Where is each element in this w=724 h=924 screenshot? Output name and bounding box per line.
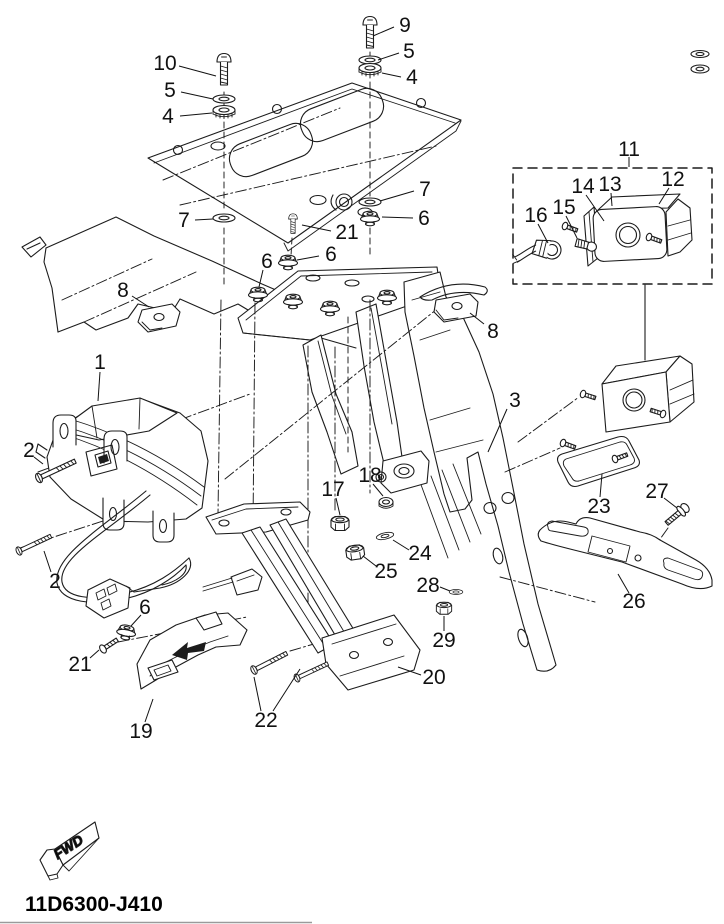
- callout-part-29: 29: [432, 629, 456, 652]
- callout-part-11: 11: [618, 138, 640, 161]
- callout-part-6: 6: [261, 250, 273, 273]
- leader-line-part-19: [145, 699, 153, 722]
- callout-part-2: 2: [23, 439, 35, 462]
- callout-part-4: 4: [162, 105, 174, 128]
- callout-part-13: 13: [598, 173, 622, 196]
- screw-10: [217, 54, 231, 86]
- nut-29: [436, 602, 451, 614]
- screw-21-bottom: [98, 636, 120, 654]
- callout-part-7: 7: [419, 178, 431, 201]
- fwd-label: FWD: [50, 831, 87, 863]
- nut-25: [345, 544, 365, 561]
- wire-connector: [86, 579, 130, 618]
- callout-part-19: 19: [129, 720, 153, 743]
- nut-17: [331, 516, 349, 530]
- screw-9: [363, 17, 377, 49]
- leader-line-part-10: [179, 66, 216, 76]
- washer-28: [449, 590, 463, 595]
- callout-part-15: 15: [552, 196, 576, 219]
- callout-part-28: 28: [416, 574, 440, 597]
- damper-bracket-left: [138, 304, 180, 332]
- leader-line-part-1: [98, 372, 100, 401]
- callout-part-9: 9: [399, 14, 411, 37]
- callout-part-7: 7: [178, 209, 190, 232]
- callout-part-24: 24: [408, 542, 432, 565]
- callout-part-14: 14: [571, 175, 595, 198]
- callout-part-12: 12: [661, 168, 685, 191]
- callout-part-17: 17: [321, 478, 345, 501]
- callout-part-21: 21: [335, 221, 359, 244]
- leader-line-part-7: [195, 219, 213, 220]
- guard-bracket-19: [137, 612, 247, 689]
- lockwasher-4-left: [213, 106, 235, 119]
- leader-line-part-2: [44, 551, 51, 572]
- callout-part-6: 6: [325, 243, 337, 266]
- callout-part-23: 23: [587, 495, 611, 518]
- bolt-2-lower: [15, 532, 53, 556]
- screw-22a: [249, 649, 288, 675]
- reflector-screw-left: [559, 439, 576, 451]
- leader-line-part-5: [378, 53, 399, 60]
- nut-18: [379, 498, 393, 509]
- fwd-arrow: [40, 822, 99, 880]
- leader-line-part-28: [440, 587, 450, 591]
- callout-part-3: 3: [509, 389, 521, 412]
- callout-part-8: 8: [487, 320, 499, 343]
- grommet-6-float: [279, 255, 298, 270]
- callout-part-20: 20: [422, 666, 446, 689]
- part-code: 11D6300-J410: [25, 893, 163, 916]
- washer-5-right: [359, 56, 381, 64]
- lockwasher-4-right: [359, 64, 381, 77]
- callout-part-6: 6: [139, 596, 151, 619]
- grommet-6-right: [361, 211, 380, 226]
- license-bracket-26: [538, 518, 712, 589]
- washer-24: [376, 531, 395, 541]
- leader-line-part-2: [34, 457, 43, 464]
- callout-part-5: 5: [403, 40, 415, 63]
- callout-part-27: 27: [645, 480, 669, 503]
- leader-line-part-24: [393, 540, 409, 550]
- socket-16: [511, 235, 562, 272]
- callout-part-5: 5: [164, 79, 176, 102]
- leader-line-part-22: [273, 669, 300, 711]
- callout-part-18: 18: [358, 464, 382, 487]
- tail-light-assembly: [36, 398, 208, 618]
- leader-line-part-8: [132, 296, 149, 307]
- lens-12: [593, 194, 692, 262]
- bolt-27: [663, 501, 692, 528]
- housing-screw-left: [579, 390, 596, 402]
- washer-7-right: [359, 198, 381, 206]
- callout-part-8: 8: [117, 279, 129, 302]
- fasteners-middle: [331, 498, 463, 615]
- leader-line-part-6: [297, 256, 319, 260]
- leader-line-part-8: [470, 313, 484, 324]
- washer-5-left: [213, 95, 235, 103]
- leader-line-part-5: [181, 92, 213, 99]
- washer-7-left: [213, 214, 235, 222]
- callout-part-22: 22: [254, 709, 278, 732]
- license-lamp-housing: [579, 356, 694, 432]
- callout-part-16: 16: [524, 204, 548, 227]
- callout-part-2: 2: [49, 570, 61, 593]
- callout-part-21: 21: [68, 653, 92, 676]
- callout-part-1: 1: [94, 351, 106, 374]
- leader-line-part-9: [373, 27, 394, 36]
- leader-line-part-7: [380, 191, 414, 201]
- stay-bracket-20: [203, 502, 420, 690]
- leader-line-part-22: [254, 677, 261, 711]
- leader-line-part-4: [382, 73, 401, 77]
- reflector-23: [558, 437, 640, 487]
- callout-part-25: 25: [374, 560, 398, 583]
- callout-part-26: 26: [622, 590, 646, 613]
- callout-part-10: 10: [153, 52, 177, 75]
- leader-line-part-4: [180, 113, 212, 116]
- callout-part-4: 4: [406, 66, 418, 89]
- callout-part-6: 6: [418, 207, 430, 230]
- leader-line-part-6: [382, 217, 413, 218]
